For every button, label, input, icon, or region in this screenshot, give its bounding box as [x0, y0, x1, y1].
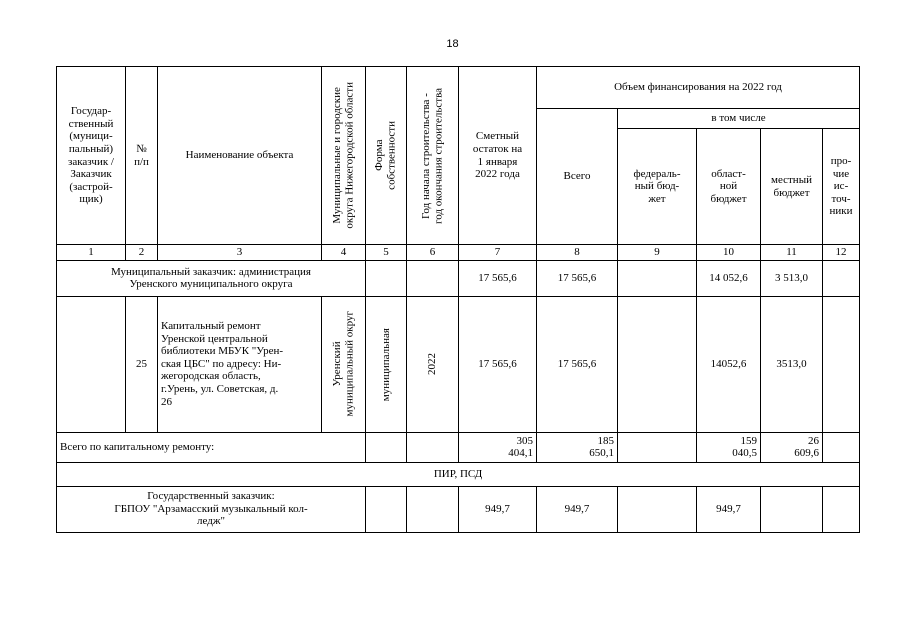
cell-regional: 949,7 — [697, 486, 761, 532]
empty-cell — [57, 296, 126, 432]
col-num: 4 — [322, 245, 366, 261]
header-including: в том числе — [618, 109, 860, 129]
empty-cell — [823, 260, 860, 296]
header-funding: Объем финансирования на 2022 год — [537, 67, 860, 109]
header-years — [407, 67, 459, 245]
empty-cell — [407, 260, 459, 296]
table-row — [57, 432, 860, 462]
total-local: 26 609,6 — [761, 432, 823, 462]
empty-cell — [407, 432, 459, 462]
table-row — [57, 296, 860, 432]
empty-cell — [366, 260, 407, 296]
header-district-text: Муниципальные и городские округа Нижегородской области — [330, 82, 356, 229]
cell-total: 17 565,6 — [537, 296, 618, 432]
cell-regional: 14052,6 — [697, 296, 761, 432]
cell-regional: 14 052,6 — [697, 260, 761, 296]
table-row — [57, 462, 860, 486]
empty-cell — [618, 260, 697, 296]
empty-cell — [823, 296, 860, 432]
header-ownership-text: Форма собственности — [373, 121, 398, 190]
header-local: местный бюджет — [761, 129, 823, 245]
header-years-text: Год начала строительства - год окончания строительства — [419, 87, 445, 224]
state-customer-label: Государственный заказчик: ГБПОУ "Арзамасский музыкальный кол- ледж" — [57, 486, 366, 532]
col-num: 11 — [761, 245, 823, 261]
table-row — [57, 260, 860, 296]
cell-estimate: 949,7 — [459, 486, 537, 532]
table-row — [57, 486, 860, 532]
col-num: 7 — [459, 245, 537, 261]
empty-cell — [366, 432, 407, 462]
cell-district — [322, 296, 366, 432]
cell-local: 3 513,0 — [761, 260, 823, 296]
col-num: 5 — [366, 245, 407, 261]
total-label: Всего по капитальному ремонту: — [57, 432, 366, 462]
col-num: 9 — [618, 245, 697, 261]
empty-cell — [366, 486, 407, 532]
cell-ownership-text: муниципальная — [379, 327, 392, 401]
empty-cell — [618, 296, 697, 432]
col-num: 2 — [126, 245, 158, 261]
header-customer: Государ- ственный (муници- пальный) заказчик / Заказчик (застрой- щик) — [57, 67, 126, 245]
financing-table — [56, 66, 860, 533]
header-total: Всего — [537, 109, 618, 245]
empty-cell — [407, 486, 459, 532]
cell-estimate: 17 565,6 — [459, 296, 537, 432]
empty-cell — [761, 486, 823, 532]
header-regional: област- ной бюджет — [697, 129, 761, 245]
header-object-name: Наименование объекта — [158, 67, 322, 245]
col-num: 10 — [697, 245, 761, 261]
municipal-customer-label: Муниципальный заказчик: администрация Уренского муниципального округа — [57, 260, 366, 296]
column-number-row — [57, 245, 860, 261]
col-num: 3 — [158, 245, 322, 261]
empty-cell — [823, 432, 860, 462]
cell-district-text: Уренский муниципальный округ — [330, 311, 356, 417]
total-regional: 159 040,5 — [697, 432, 761, 462]
page-number: 18 — [446, 38, 459, 50]
cell-local: 3513,0 — [761, 296, 823, 432]
cell-number: 25 — [126, 296, 158, 432]
section-heading: ПИР, ПСД — [57, 462, 860, 486]
col-num: 6 — [407, 245, 459, 261]
header-number: № п/п — [126, 67, 158, 245]
header-federal: федераль- ный бюд- жет — [618, 129, 697, 245]
empty-cell — [823, 486, 860, 532]
header-district — [322, 67, 366, 245]
cell-total: 17 565,6 — [537, 260, 618, 296]
col-num: 1 — [57, 245, 126, 261]
header-other: про- чие ис- точ- ники — [823, 129, 860, 245]
cell-total: 949,7 — [537, 486, 618, 532]
header-ownership — [366, 67, 407, 245]
cell-object-name: Капитальный ремонт Уренской центральной библиотеки МБУК "Урен- ская ЦБС" по адресу: Ни- жегородская область, г.Урень, ул. Советская, д. 26 — [158, 296, 322, 432]
col-num: 12 — [823, 245, 860, 261]
total-estimate: 305 404,1 — [459, 432, 537, 462]
cell-years-text: 2022 — [426, 353, 439, 376]
empty-cell — [618, 486, 697, 532]
cell-ownership — [366, 296, 407, 432]
empty-cell — [618, 432, 697, 462]
total-total: 185 650,1 — [537, 432, 618, 462]
col-num: 8 — [537, 245, 618, 261]
cell-years — [407, 296, 459, 432]
header-estimate-balance: Сметный остаток на 1 января 2022 года — [459, 67, 537, 245]
cell-estimate: 17 565,6 — [459, 260, 537, 296]
